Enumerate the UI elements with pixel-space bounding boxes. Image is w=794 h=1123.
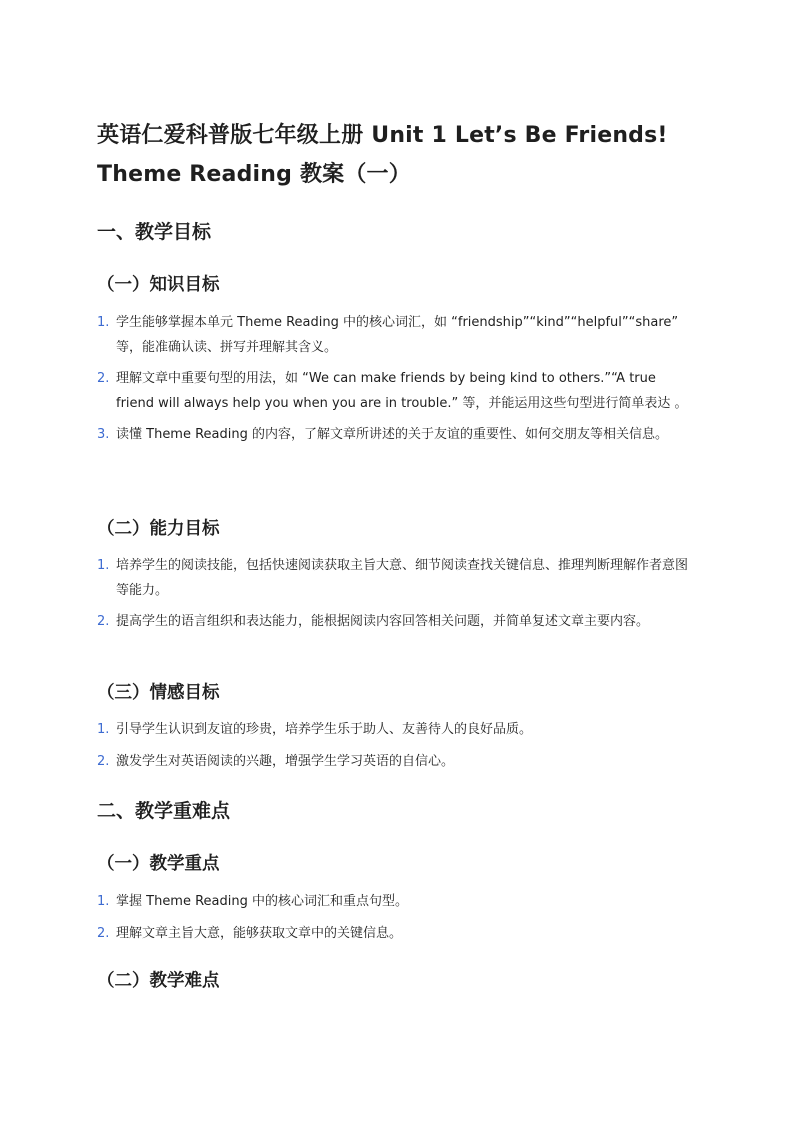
list-number: 2.	[97, 614, 110, 629]
list-number: 2.	[97, 371, 110, 386]
knowledge-objectives-list	[97, 311, 697, 448]
list-item-text: 读懂 Theme Reading 的内容，了解文章所讲述的关于友谊的重要性、如何交朋友等相关信息。	[116, 427, 669, 442]
section-heading-key-difficult-points: 二、教学重难点	[97, 800, 231, 822]
list-item	[97, 423, 697, 448]
list-item	[97, 718, 697, 743]
list-item	[97, 610, 697, 635]
subsection-heading-knowledge-objectives: （一）知识目标	[97, 275, 220, 295]
list-number: 1.	[97, 558, 110, 573]
list-number: 1.	[97, 722, 110, 737]
subsection-heading-emotional-objectives: （三）情感目标	[97, 683, 220, 703]
subsection-heading-ability-objectives: （二）能力目标	[97, 519, 220, 539]
list-item-text: 提高学生的语言组织和表达能力，能根据阅读内容回答相关问题，并简单复述文章主要内容。	[116, 614, 650, 629]
list-item-text: 激发学生对英语阅读的兴趣，增强学生学习英语的自信心。	[116, 753, 455, 769]
list-number: 1.	[97, 894, 110, 909]
list-item-text: 培养学生的阅读技能，包括快速阅读获取主旨大意、细节阅读查找关键信息、推理判断理解作者意图等能力。	[116, 558, 689, 598]
list-item	[97, 750, 697, 775]
list-item	[97, 890, 697, 915]
list-number: 1.	[97, 315, 110, 330]
list-number: 3.	[97, 427, 110, 442]
list-item	[97, 554, 697, 603]
list-item-text: 理解文章主旨大意，能够获取文章中的关键信息。	[116, 925, 403, 941]
list-item-text: 理解文章中重要句型的用法，如 “We can make friends by being kind to others.”“A true friend will always help you when you are in trouble.” 等，并能运用这些句型进行简单表达 。	[116, 371, 688, 411]
list-item	[97, 311, 697, 360]
list-item-text: 掌握 Theme Reading 中的核心词汇和重点句型。	[116, 894, 409, 909]
ability-objectives-list	[97, 554, 697, 635]
list-number: 2.	[97, 925, 110, 941]
document-title: 英语仁爱科普版七年级上册 Unit 1 Let’s Be Friends! Theme Reading 教案（一）	[97, 123, 668, 187]
emotional-objectives-list	[97, 718, 697, 774]
subsection-heading-difficult-points: （二）教学难点	[97, 971, 220, 991]
list-item	[97, 922, 697, 947]
list-item	[97, 367, 697, 416]
key-points-list	[97, 890, 697, 946]
list-number: 2.	[97, 753, 110, 769]
section-heading-teaching-objectives: 一、教学目标	[97, 221, 212, 243]
list-item-text: 引导学生认识到友谊的珍贵，培养学生乐于助人、友善待人的良好品质。	[116, 722, 533, 737]
subsection-heading-key-points: （一）教学重点	[97, 854, 220, 874]
list-item-text: 学生能够掌握本单元 Theme Reading 中的核心词汇，如 “friendship”“kind”“helpful”“share” 等，能准确认读、拼写并理解其含义。	[116, 315, 679, 355]
